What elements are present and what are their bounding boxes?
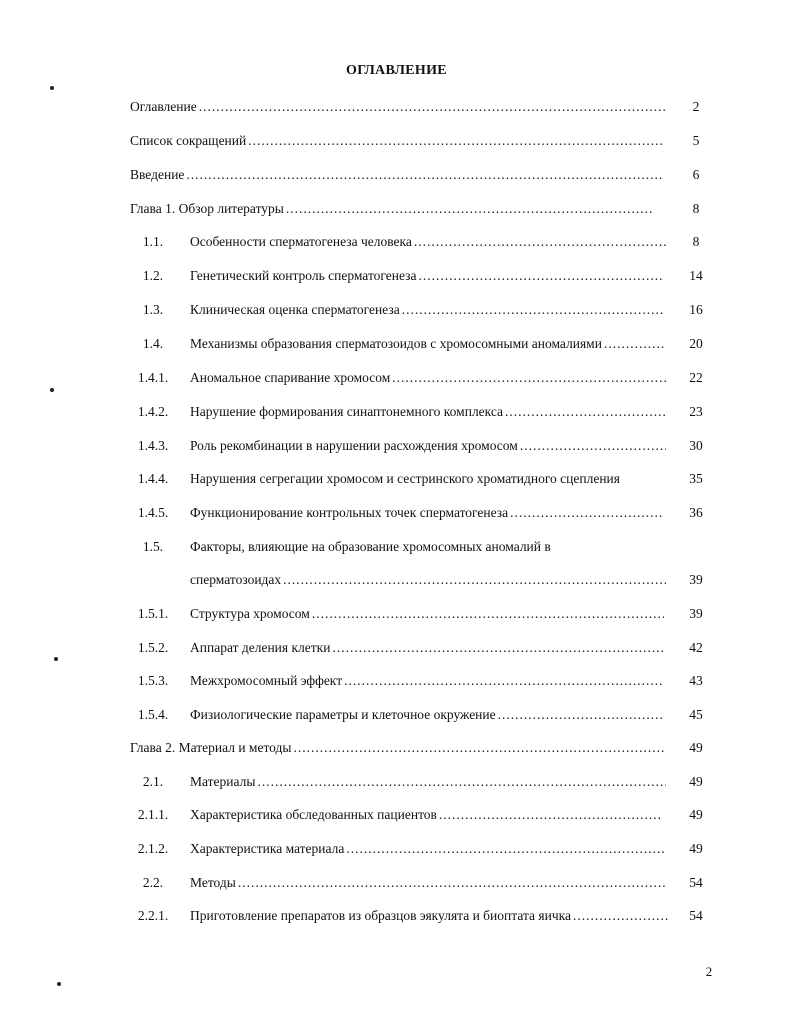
entry-number: 1.1. [142,234,164,249]
entry-page: 49 [689,740,703,755]
entry-page: 30 [689,438,703,453]
entry-page: 35 [689,471,703,486]
toc-entry [0,131,793,151]
toc-entry [0,165,793,185]
entry-page: 36 [689,505,703,520]
toc-entry [0,232,793,252]
entry-title: Структура хромосом ..... [190,604,664,624]
entry-number: 1.5.3. [137,673,169,688]
entry-page: 42 [689,640,703,655]
toc-entry [0,469,793,489]
entry-page: 54 [689,875,703,890]
entry-page: 39 [689,606,703,621]
entry-number: 1.4.1. [137,370,169,385]
entry-title: Характеристика обследованных пациентов ..... [190,805,662,825]
toc-entry [0,334,793,354]
toc-entry [0,300,793,320]
entry-title: Физиологические параметры и клеточное окружение ..... [190,705,664,725]
entry-number: 2.1.2. [137,841,169,856]
toc-entry [0,638,793,658]
entry-page: 5 [692,133,700,148]
toc-entry [0,368,793,388]
entry-page: 16 [689,302,703,317]
entry-title: Нарушение формирования синаптонемного комплекса ..... [190,402,666,422]
entry-number: 1.3. [142,302,164,317]
page-number: 2 [705,964,713,979]
entry-number: 2.1. [142,774,164,789]
toc-entry [0,570,793,590]
entry-number: 1.2. [142,268,164,283]
entry-page: 49 [689,774,703,789]
entry-number: 1.4.3. [137,438,169,453]
entry-title: Нарушения сегрегации хромосом и сестринского хроматидного сцепления [190,471,620,486]
toc-entry [0,906,793,926]
entry-page: 6 [692,167,700,182]
entry-number: 1.5.1. [137,606,169,621]
entry-title: Особенности сперматогенеза человека ..... [190,232,666,252]
entry-page: 23 [689,404,703,419]
toc-entry [0,839,793,859]
entry-title: Аномальное спаривание хромосом ..... [190,368,666,388]
entry-page: 8 [692,201,700,216]
entry-page: 54 [689,908,703,923]
toc-entry [0,604,793,624]
toc-entry [0,199,793,219]
entry-title: Глава 2. Материал и методы ..... [130,738,664,758]
entry-page: 43 [689,673,703,688]
toc-entry [0,97,793,117]
entry-number: 2.2.1. [137,908,169,923]
entry-number: 1.4.2. [137,404,169,419]
scan-speck [57,982,61,986]
toc-entry [0,266,793,286]
entry-title: Функционирование контрольных точек сперматогенеза ..... [190,503,664,523]
toc-entry [0,805,793,825]
scan-speck [50,388,54,392]
entry-page: 22 [689,370,703,385]
scan-speck [54,657,58,661]
entry-title: Методы ..... [190,873,666,893]
toc-entry [0,671,793,691]
entry-title: Клиническая оценка сперматогенеза ..... [190,300,664,320]
entry-page: 2 [692,99,700,114]
entry-title: Приготовление препаратов из образцов эякулята и биоптата яичка ..... [190,906,670,926]
scan-speck [50,86,54,90]
entry-number: 2.1.1. [137,807,169,822]
entry-page: 14 [689,268,703,283]
entry-title: Факторы, влияющие на образование хромосомных аномалий в [190,539,551,554]
entry-title: Межхромосомный эффект ..... [190,671,662,691]
entry-title: Оглавление ..... [130,97,666,117]
entry-page: 20 [689,336,703,351]
entry-page: 39 [689,572,703,587]
entry-title: Список сокращений ..... [130,131,664,151]
entry-number: 1.4.5. [137,505,169,520]
entry-title: сперматозоидах ..... [190,570,666,590]
entry-title: Характеристика материала ..... [190,839,664,859]
entry-page: 49 [689,807,703,822]
entry-title: Материалы ..... [190,772,666,792]
entry-title: Генетический контроль сперматогенеза ..... [190,266,664,286]
entry-number: 1.4. [142,336,164,351]
toc-entry [0,436,793,456]
toc-entry [0,537,793,557]
entry-page: 45 [689,707,703,722]
entry-number: 2.2. [142,875,164,890]
entry-number: 1.5.2. [137,640,169,655]
entry-title: Введение ..... [130,165,664,185]
entry-title: Механизмы образования сперматозоидов с хромосомными аномалиями ..... [190,334,666,354]
entry-page: 8 [692,234,700,249]
toc-entry [0,772,793,792]
entry-title: Роль рекомбинации в нарушении расхождения хромосом ..... [190,436,666,456]
toc-entry [0,873,793,893]
entry-title: Аппарат деления клетки ..... [190,638,664,658]
toc-entry [0,402,793,422]
toc-entry [0,503,793,523]
entry-page: 49 [689,841,703,856]
toc-entry [0,705,793,725]
entry-number: 1.5. [142,539,164,554]
toc-heading: ОГЛАВЛЕНИЕ [346,63,447,78]
entry-title: Глава 1. Обзор литературы ..... [130,199,654,219]
toc-entry [0,738,793,758]
entry-number: 1.5.4. [137,707,169,722]
entry-number: 1.4.4. [137,471,169,486]
